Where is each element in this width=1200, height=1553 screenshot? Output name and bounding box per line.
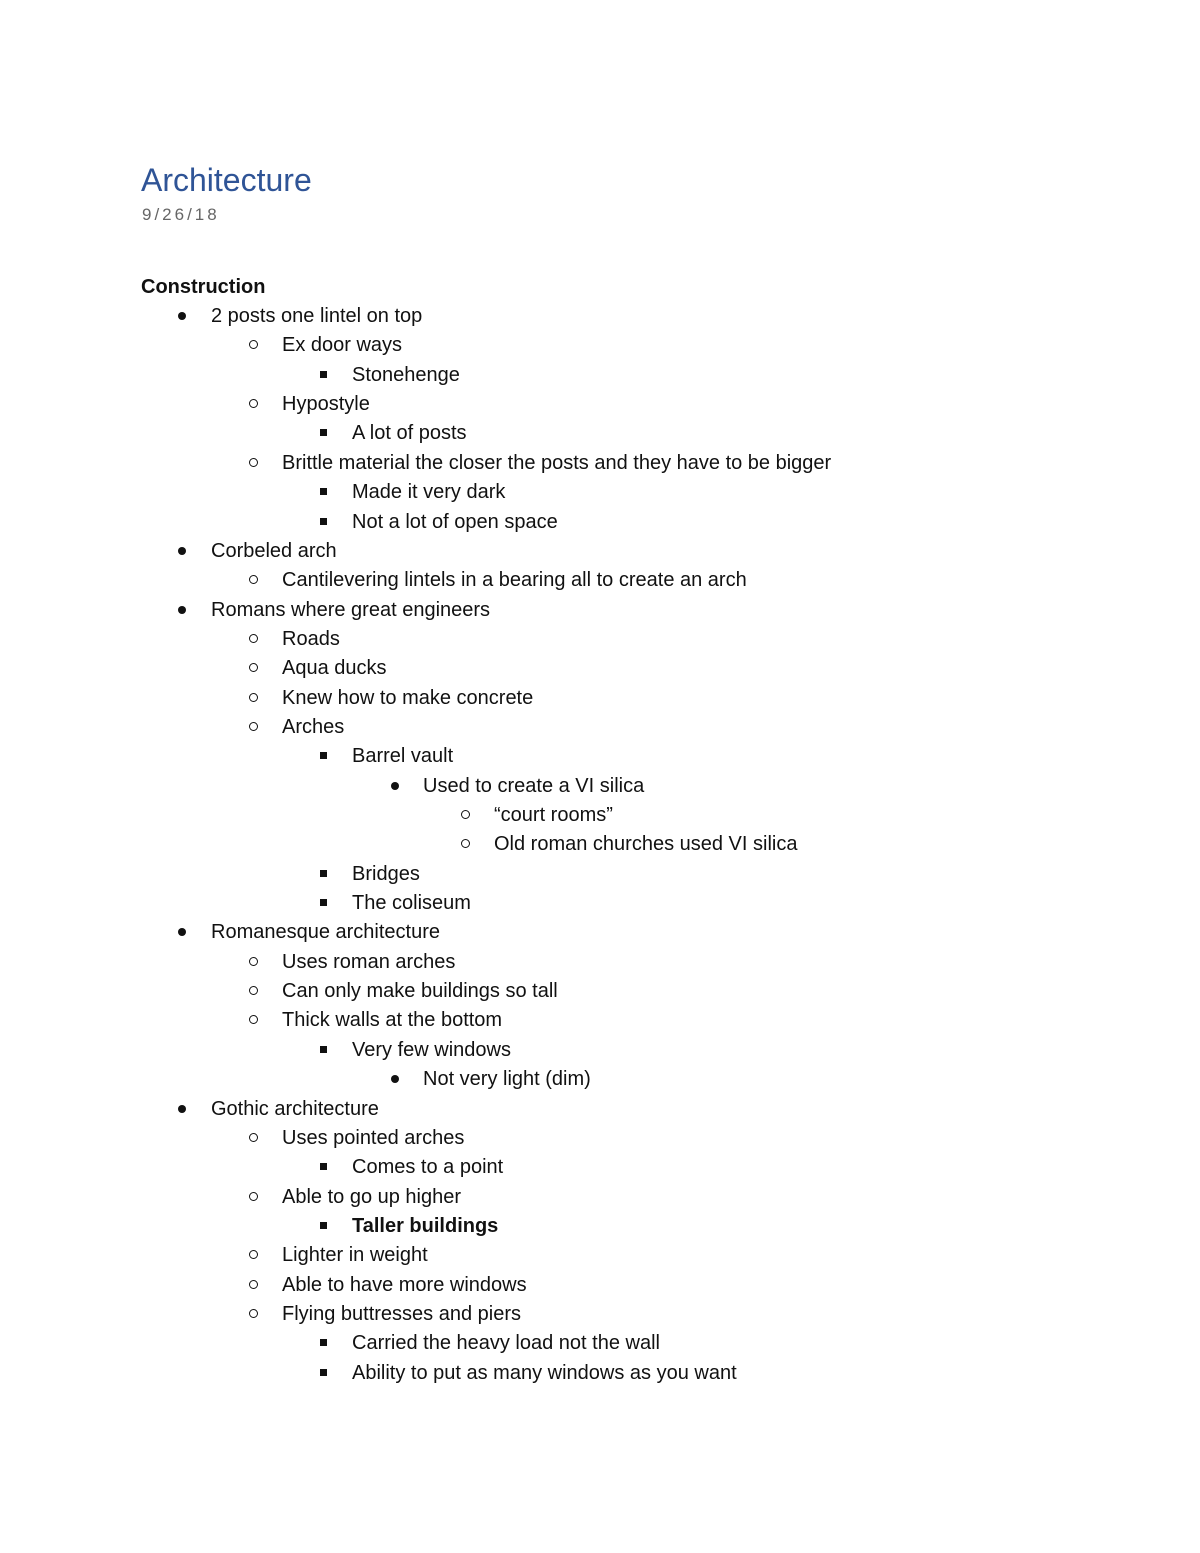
document-date: 9/26/18 [142,205,220,224]
bullet-circle-icon [245,1299,265,1329]
list-item [0,859,1200,889]
list-item-text: Ex door ways [282,334,403,357]
list-item-text: Lighter in weight [282,1244,428,1267]
list-item-text: Arches [282,715,345,738]
bullet-circle-icon [245,624,265,654]
list-item-text: Flying buttresses and piers [282,1302,522,1325]
bullet-square-icon [315,741,335,771]
bullet-square-icon [315,859,335,889]
bullet-disc-icon [385,771,405,801]
list-item [0,360,1200,390]
list-item [0,741,1200,771]
list-item [0,947,1200,977]
list-item-text: The coliseum [352,892,471,914]
bullet-square-icon [315,1152,335,1182]
list-item-text: A lot of posts [352,422,467,445]
bullet-square-icon [315,1035,335,1065]
bullet-circle-icon [245,1182,265,1212]
bullet-circle-icon [245,1240,265,1270]
list-item-text: Uses pointed arches [282,1126,465,1149]
list-item [0,683,1200,713]
list-item [0,389,1200,419]
list-item [0,536,1200,566]
list-item-text: Can only make buildings so tall [282,980,558,1003]
list-item-text: Hypostyle [282,393,370,416]
list-item [0,1328,1200,1358]
bullet-circle-icon [245,448,265,478]
list-item-text: Able to have more windows [282,1273,527,1296]
list-item [0,1123,1200,1153]
bullet-square-icon [315,1328,335,1358]
bullet-circle-icon [457,800,477,830]
list-item-text: Stonehenge [352,363,460,386]
bullet-circle-icon [245,389,265,419]
bullet-circle-icon [245,947,265,977]
bullet-circle-icon [245,1005,265,1035]
list-item [0,448,1200,478]
list-item-text: Not a lot of open space [352,510,558,533]
list-item [0,565,1200,595]
bullet-circle-icon [245,653,265,683]
list-item [0,1240,1200,1270]
list-item-text: Roads [282,627,340,650]
bullet-disc-icon [172,1094,192,1124]
list-item-text: 2 posts one lintel on top [211,305,423,327]
list-item [0,829,1200,859]
list-item-text: Aqua ducks [282,657,387,680]
bullet-disc-icon [385,1064,405,1094]
section-heading: Construction [141,276,266,298]
list-item [0,771,1200,801]
list-item [0,1035,1200,1065]
list-item-text: “court rooms” [494,804,613,826]
bullet-square-icon [315,360,335,390]
list-item-text: Old roman churches used VI silica [494,833,798,856]
bullet-square-icon [315,418,335,448]
bullet-circle-icon [245,1123,265,1153]
list-item-text: Made it very dark [352,481,506,504]
list-item-text: Romans where great engineers [211,598,491,621]
list-item-text: Knew how to make concrete [282,686,534,709]
bullet-circle-icon [245,1270,265,1300]
list-item [0,800,1200,830]
list-item-text: Corbeled arch [211,539,337,562]
list-item-text: Uses roman arches [282,950,456,973]
bullet-square-icon [315,1358,335,1388]
bullet-disc-icon [172,536,192,566]
bullet-square-icon [315,1211,335,1241]
list-item [0,1270,1200,1300]
list-item [0,418,1200,448]
list-item [0,1152,1200,1182]
bullet-circle-icon [245,712,265,742]
list-item [0,653,1200,683]
document-title: Architecture [141,162,312,198]
list-item [0,1064,1200,1094]
list-item [0,976,1200,1006]
list-item [0,1182,1200,1212]
list-item-text: Cantilevering lintels in a bearing all to create an arch [282,569,747,592]
bullet-circle-icon [245,976,265,1006]
bullet-disc-icon [172,301,192,331]
list-item [0,507,1200,537]
list-item-text: Comes to a point [352,1156,504,1179]
list-item-text: Used to create a VI silica [423,774,645,797]
bullet-circle-icon [245,565,265,595]
list-item-text: Bridges [352,862,420,885]
list-item [0,1005,1200,1035]
list-item-text: Very few windows [352,1038,511,1061]
list-item-text: Brittle material the closer the posts and they have to be bigger [282,451,832,474]
list-item [0,888,1200,918]
bullet-square-icon [315,888,335,918]
list-item [0,917,1200,947]
bullet-circle-icon [245,683,265,713]
list-item [0,712,1200,742]
list-item [0,1358,1200,1388]
bullet-circle-icon [245,330,265,360]
bullet-square-icon [315,507,335,537]
bullet-square-icon [315,477,335,507]
list-item-text: Thick walls at the bottom [282,1009,503,1032]
list-item [0,1299,1200,1329]
list-item-text: Barrel vault [352,745,454,768]
list-item [0,477,1200,507]
list-item [0,1094,1200,1124]
list-item-text: Romanesque architecture [211,921,441,944]
list-item [0,330,1200,360]
list-item-text: Taller buildings [352,1214,499,1237]
list-item-text: Ability to put as many windows as you want [352,1361,737,1384]
list-item-text: Not very light (dim) [423,1068,591,1091]
bullet-circle-icon [457,829,477,859]
bullet-disc-icon [172,917,192,947]
bullet-disc-icon [172,595,192,625]
list-item [0,301,1200,331]
list-item [0,624,1200,654]
list-item-text: Carried the heavy load not the wall [352,1332,660,1355]
list-item [0,595,1200,625]
list-item-text: Able to go up higher [282,1185,462,1208]
list-item-text: Gothic architecture [211,1097,379,1120]
list-item [0,1211,1200,1241]
